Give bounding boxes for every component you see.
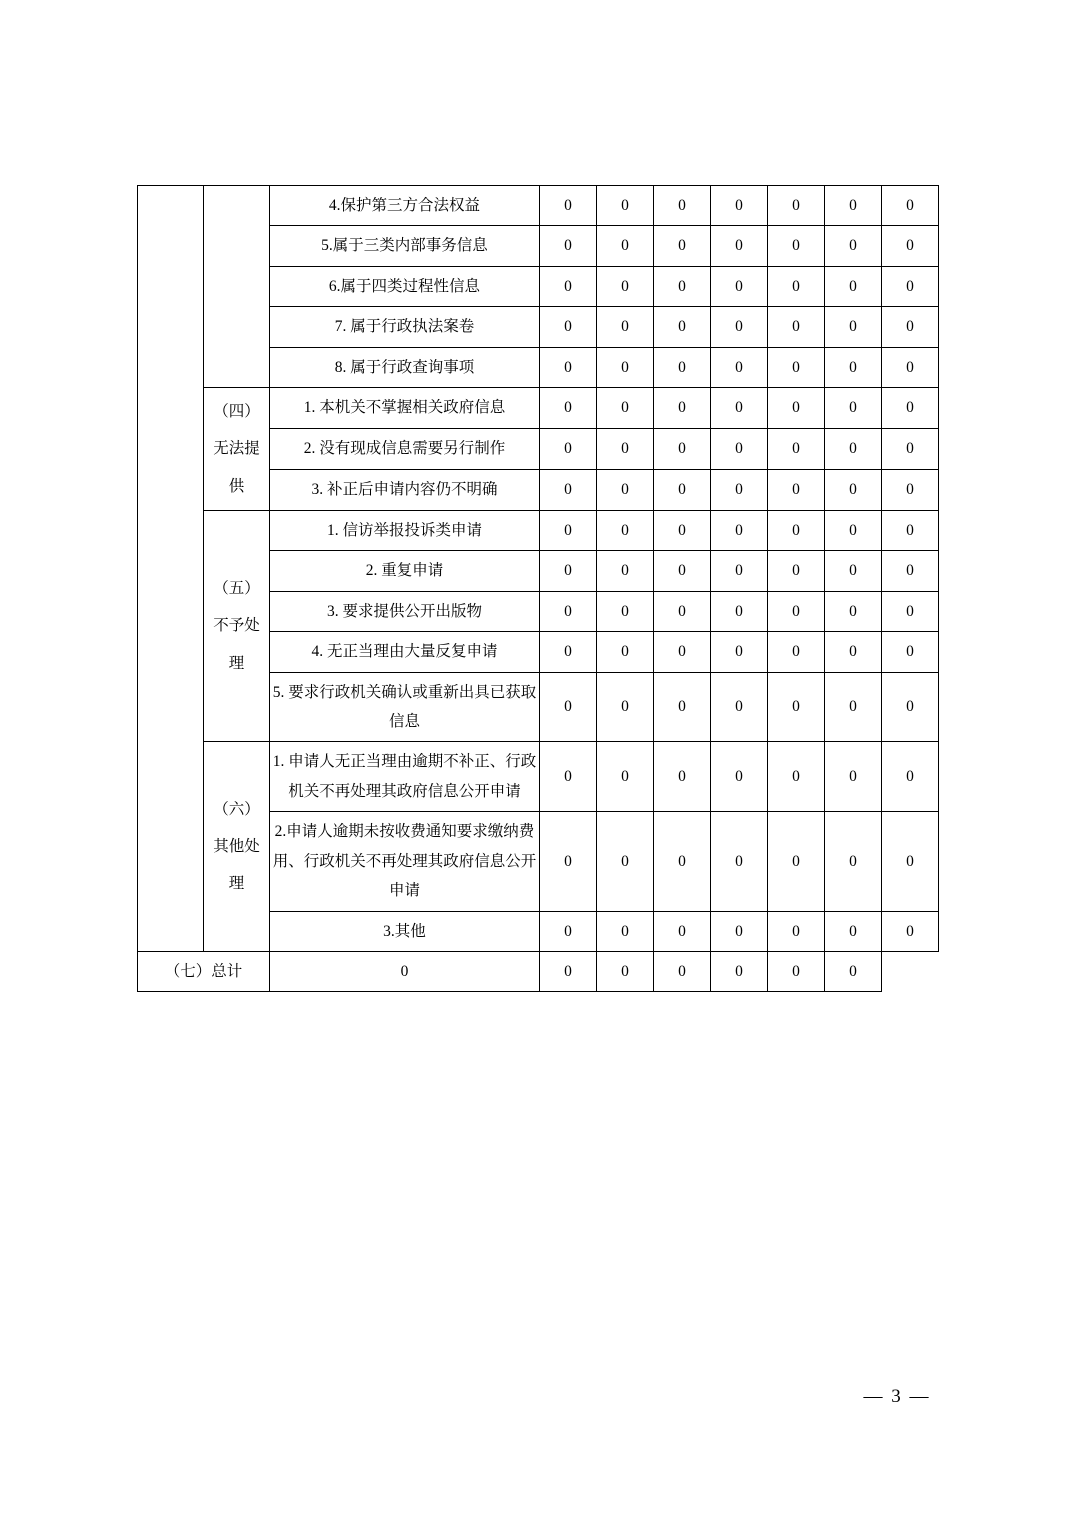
group-label-line: （五） xyxy=(213,580,260,598)
cell-value: 0 xyxy=(711,952,768,992)
cell-value: 0 xyxy=(768,911,825,951)
cell-value: 0 xyxy=(654,742,711,812)
cell-value: 0 xyxy=(768,429,825,470)
cell-value: 0 xyxy=(597,307,654,347)
cell-value: 0 xyxy=(540,742,597,812)
cell-value: 0 xyxy=(597,347,654,387)
cell-value: 0 xyxy=(654,510,711,550)
cell-value: 0 xyxy=(882,812,939,911)
row-label: 2. 重复申请 xyxy=(270,551,540,591)
cell-value: 0 xyxy=(540,307,597,347)
cell-value: 0 xyxy=(597,429,654,470)
cell-value: 0 xyxy=(825,672,882,742)
cell-value: 0 xyxy=(270,952,540,992)
group-label-line: 理 xyxy=(228,654,245,672)
cell-value: 0 xyxy=(711,266,768,306)
table-row xyxy=(138,186,939,226)
cell-value: 0 xyxy=(768,742,825,812)
group-label-line: （四） xyxy=(213,403,260,421)
row-label: 7. 属于行政执法案卷 xyxy=(270,307,540,347)
cell-value: 0 xyxy=(654,347,711,387)
row-label: 1. 申请人无正当理由逾期不补正、行政机关不再处理其政府信息公开申请 xyxy=(270,742,540,812)
cell-value: 0 xyxy=(540,551,597,591)
cell-value: 0 xyxy=(711,469,768,510)
row-label: 3. 补正后申请内容仍不明确 xyxy=(270,469,540,510)
table-row xyxy=(138,742,939,812)
page-footer xyxy=(0,1386,1074,1408)
cell-value: 0 xyxy=(711,812,768,911)
group-label-six xyxy=(204,742,270,952)
group-label-line: 理 xyxy=(228,875,245,893)
cell-value: 0 xyxy=(768,952,825,992)
cell-value: 0 xyxy=(882,226,939,266)
cell-value: 0 xyxy=(540,591,597,631)
cell-value: 0 xyxy=(882,510,939,550)
cell-value: 0 xyxy=(882,742,939,812)
cell-value: 0 xyxy=(825,307,882,347)
group-label-line: 其他处 xyxy=(213,838,260,856)
row-label: 3.其他 xyxy=(270,911,540,951)
cell-value: 0 xyxy=(654,469,711,510)
cell-value: 0 xyxy=(768,632,825,672)
cell-value: 0 xyxy=(540,469,597,510)
cell-value: 0 xyxy=(540,429,597,470)
cell-value: 0 xyxy=(654,388,711,429)
cell-value: 0 xyxy=(882,347,939,387)
cell-value: 0 xyxy=(597,952,654,992)
cell-value: 0 xyxy=(768,591,825,631)
cell-value: 0 xyxy=(711,551,768,591)
cell-value: 0 xyxy=(768,226,825,266)
cell-value: 0 xyxy=(597,388,654,429)
cell-value: 0 xyxy=(825,429,882,470)
cell-value: 0 xyxy=(825,510,882,550)
cell-value: 0 xyxy=(768,307,825,347)
cell-value: 0 xyxy=(768,186,825,226)
cell-value: 0 xyxy=(882,911,939,951)
cell-value: 0 xyxy=(654,429,711,470)
row-label: 2. 没有现成信息需要另行制作 xyxy=(270,429,540,470)
cell-value: 0 xyxy=(882,469,939,510)
cell-value: 0 xyxy=(597,469,654,510)
cell-value: 0 xyxy=(540,266,597,306)
row-label: 4. 无正当理由大量反复申请 xyxy=(270,632,540,672)
cell-value: 0 xyxy=(825,812,882,911)
row-label: 6.属于四类过程性信息 xyxy=(270,266,540,306)
page-number: — 3 — xyxy=(863,1386,931,1407)
cell-value: 0 xyxy=(768,551,825,591)
cell-value: 0 xyxy=(597,812,654,911)
cell-value: 0 xyxy=(597,226,654,266)
group-label-line: 供 xyxy=(228,477,245,495)
cell-value: 0 xyxy=(711,307,768,347)
cell-value: 0 xyxy=(540,347,597,387)
cell-value: 0 xyxy=(597,632,654,672)
cell-value: 0 xyxy=(825,632,882,672)
cell-value: 0 xyxy=(882,672,939,742)
cell-value: 0 xyxy=(597,591,654,631)
cell-value: 0 xyxy=(654,672,711,742)
cell-value: 0 xyxy=(825,952,882,992)
cell-value: 0 xyxy=(882,266,939,306)
cell-value: 0 xyxy=(711,429,768,470)
cell-value: 0 xyxy=(825,911,882,951)
cell-value: 0 xyxy=(711,388,768,429)
cell-value: 0 xyxy=(768,388,825,429)
cell-value: 0 xyxy=(597,911,654,951)
cell-value: 0 xyxy=(825,742,882,812)
cell-value: 0 xyxy=(882,591,939,631)
cell-value: 0 xyxy=(654,632,711,672)
cell-value: 0 xyxy=(711,347,768,387)
total-label: （七）总计 xyxy=(138,952,270,992)
row-label: 8. 属于行政查询事项 xyxy=(270,347,540,387)
cell-value: 0 xyxy=(597,742,654,812)
cell-value: 0 xyxy=(540,672,597,742)
row-label: 3. 要求提供公开出版物 xyxy=(270,591,540,631)
cell-value: 0 xyxy=(540,388,597,429)
cell-value: 0 xyxy=(711,742,768,812)
cell-value: 0 xyxy=(711,672,768,742)
cell-value: 0 xyxy=(711,226,768,266)
cell-value: 0 xyxy=(825,469,882,510)
cell-value: 0 xyxy=(654,226,711,266)
cell-value: 0 xyxy=(825,591,882,631)
cell-value: 0 xyxy=(654,551,711,591)
row-label: 1. 本机关不掌握相关政府信息 xyxy=(270,388,540,429)
cell-value: 0 xyxy=(882,632,939,672)
cell-value: 0 xyxy=(825,186,882,226)
row-label: 4.保护第三方合法权益 xyxy=(270,186,540,226)
cell-value: 0 xyxy=(654,591,711,631)
cell-value: 0 xyxy=(654,812,711,911)
cell-value: 0 xyxy=(654,911,711,951)
row-label: 5.属于三类内部事务信息 xyxy=(270,226,540,266)
cell-value: 0 xyxy=(768,812,825,911)
cell-value: 0 xyxy=(540,952,597,992)
group-label-four xyxy=(204,388,270,511)
table-row xyxy=(138,388,939,429)
cell-value: 0 xyxy=(825,347,882,387)
row-label: 2.申请人逾期未按收费通知要求缴纳费用、行政机关不再处理其政府信息公开申请 xyxy=(270,812,540,911)
cell-value: 0 xyxy=(825,388,882,429)
cell-value: 0 xyxy=(540,911,597,951)
cell-value: 0 xyxy=(597,510,654,550)
cell-value: 0 xyxy=(597,186,654,226)
cell-value: 0 xyxy=(540,510,597,550)
row-label: 1. 信访举报投诉类申请 xyxy=(270,510,540,550)
group-label-line: 无法提 xyxy=(213,440,260,458)
row-label: 5. 要求行政机关确认或重新出具已获取信息 xyxy=(270,672,540,742)
cell-value: 0 xyxy=(597,551,654,591)
cell-value: 0 xyxy=(654,266,711,306)
cell-value: 0 xyxy=(768,266,825,306)
cell-value: 0 xyxy=(654,307,711,347)
cell-value: 0 xyxy=(597,672,654,742)
cell-value: 0 xyxy=(768,510,825,550)
group-label-cell-continued xyxy=(204,186,270,388)
cell-value: 0 xyxy=(768,469,825,510)
statistics-table-container xyxy=(137,185,937,992)
group-label-five xyxy=(204,510,270,742)
cell-value: 0 xyxy=(882,388,939,429)
table-row-total xyxy=(138,952,939,992)
cell-value: 0 xyxy=(540,812,597,911)
table-row xyxy=(138,510,939,550)
cell-value: 0 xyxy=(768,347,825,387)
outer-group-cell xyxy=(138,186,204,952)
cell-value: 0 xyxy=(597,266,654,306)
cell-value: 0 xyxy=(825,226,882,266)
statistics-table xyxy=(137,185,939,992)
cell-value: 0 xyxy=(711,632,768,672)
cell-value: 0 xyxy=(882,551,939,591)
cell-value: 0 xyxy=(825,266,882,306)
cell-value: 0 xyxy=(825,551,882,591)
cell-value: 0 xyxy=(882,429,939,470)
cell-value: 0 xyxy=(654,186,711,226)
cell-value: 0 xyxy=(711,186,768,226)
cell-value: 0 xyxy=(540,226,597,266)
cell-value: 0 xyxy=(711,510,768,550)
cell-value: 0 xyxy=(540,186,597,226)
cell-value: 0 xyxy=(711,911,768,951)
cell-value: 0 xyxy=(768,672,825,742)
group-label-line: 不予处 xyxy=(213,617,260,635)
cell-value: 0 xyxy=(540,632,597,672)
cell-value: 0 xyxy=(711,591,768,631)
cell-value: 0 xyxy=(654,952,711,992)
group-label-line: （六） xyxy=(213,800,260,818)
cell-value: 0 xyxy=(882,186,939,226)
cell-value: 0 xyxy=(882,307,939,347)
